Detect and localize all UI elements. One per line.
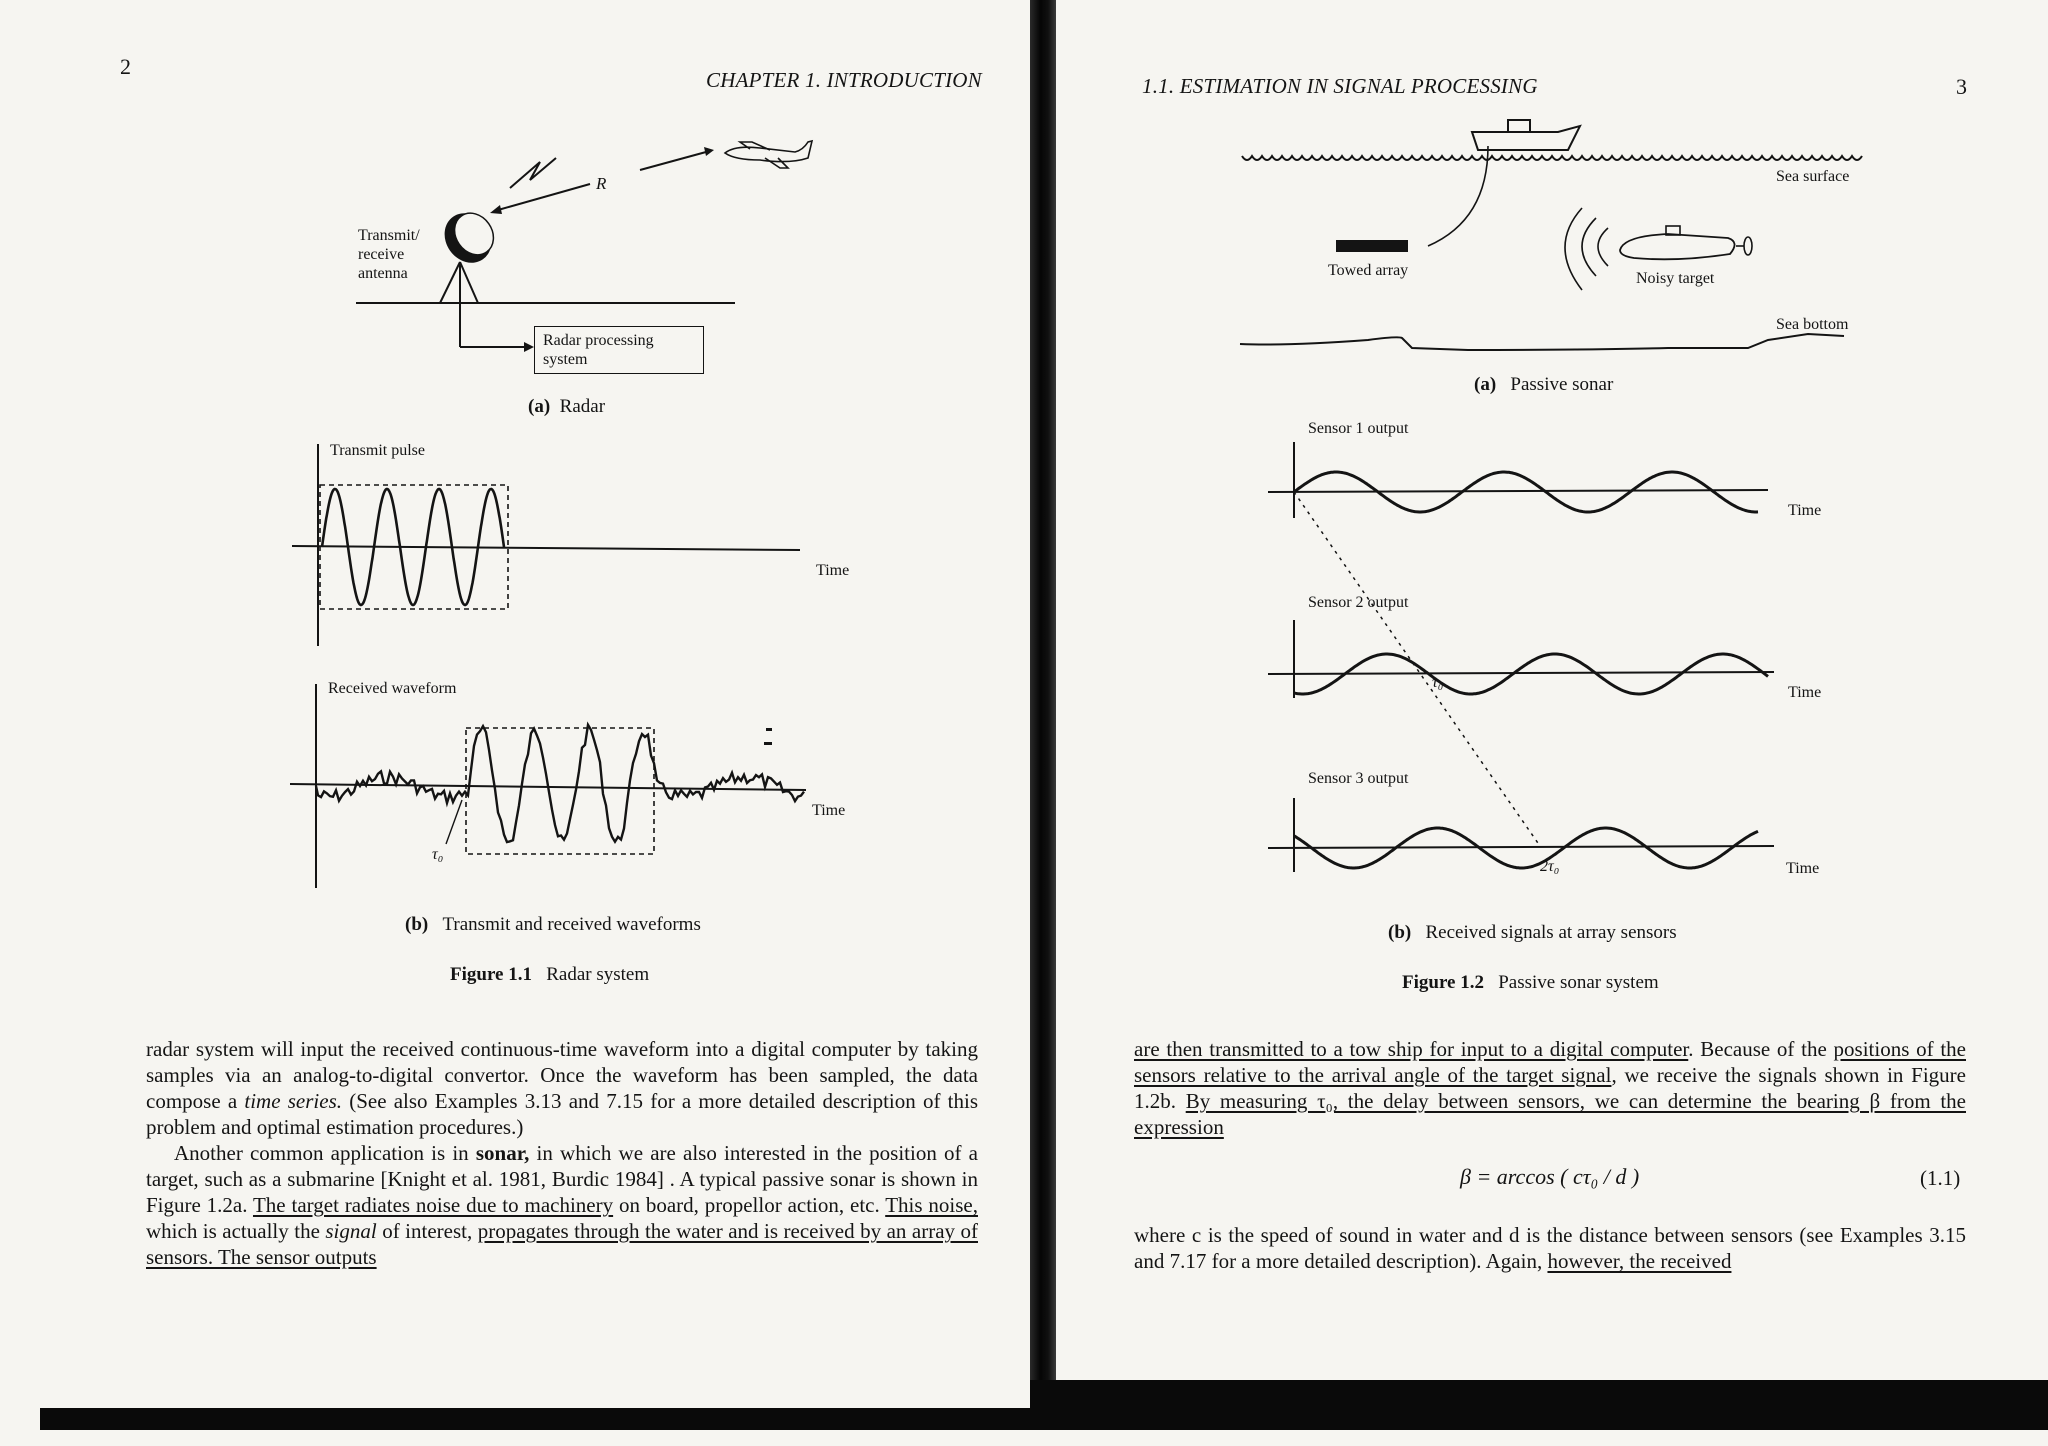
received-waveform-label: Received waveform [328, 680, 457, 697]
page-number: 2 [120, 54, 131, 79]
transmit-pulse-plot [0, 440, 1050, 640]
sea-bottom-label: Sea bottom [1776, 316, 1849, 333]
tau0-label: τ₀ [432, 846, 444, 863]
antenna-label: Transmit/ receive antenna [358, 227, 420, 282]
towed-array-label: Towed array [1328, 262, 1409, 279]
transmit-pulse-label: Transmit pulse [330, 442, 425, 459]
noisy-target-label: Noisy target [1636, 270, 1715, 287]
figure-caption: Figure 1.2 Passive sonar system [1402, 972, 1659, 993]
tau0-label: τ₀ [1432, 674, 1444, 691]
book-spine [1030, 0, 1056, 1400]
sea-surface-label: Sea surface [1776, 168, 1850, 185]
received-waveform-plot [0, 680, 1050, 900]
paragraph-1: radar system will input the received continuous-time waveform into a digital computer by taking samples via an analog-to-digital convertor. Once the waveform has been sampled, the data compose a time series. (See also Examples 3.13 and 7.15 for a more detailed description of this problem and optimal estimation procedures.) [146, 1037, 978, 1139]
body-text [1134, 1036, 1966, 1140]
paragraph-2: where c is the speed of sound in water and d is the distance between sensors (see Examples 3.15 and 7.17 for a more detailed description). Again, however, the received [1134, 1223, 1966, 1273]
time-label-1: Time [1788, 502, 1822, 519]
sensor-1-label: Sensor 1 output [1308, 420, 1409, 437]
time-label-2: Time [1788, 684, 1822, 701]
sensor-outputs-plot [1068, 420, 2048, 920]
body-text [146, 1036, 978, 1270]
subcaption-a: (a) Radar [528, 396, 606, 417]
equation-1-1: β = arccos ( cτ₀ / d ) [1460, 1164, 1640, 1189]
running-head: 1.1. ESTIMATION IN SIGNAL PROCESSING [1142, 74, 1538, 98]
two-tau0-label: 2τ₀ [1540, 858, 1560, 875]
running-head: CHAPTER 1. INTRODUCTION [706, 68, 982, 92]
subcaption-b: (b) Transmit and received waveforms [405, 914, 701, 935]
time-label-3: Time [1786, 860, 1820, 877]
right-page [1068, 0, 2048, 1446]
time-label-1: Time [816, 562, 850, 579]
sonar-diagram [1068, 0, 2048, 380]
sensor-2-label: Sensor 2 output [1308, 594, 1409, 611]
subcaption-b: (b) Received signals at array sensors [1388, 922, 1677, 943]
time-label-2: Time [812, 802, 846, 819]
equation-number: (1.1) [1920, 1166, 1961, 1190]
page-number: 3 [1956, 74, 1967, 99]
paragraph-2: Another common application is in sonar, in which we are also interested in the position of a target, such as a submarine [Knight et al. 1981, Burdic 1984] . A typical passive sonar is shown in Figure 1.2a. The target radiates noise due to machinery on board, propellor action, etc. This noise, which is actually the signal of interest, propagates through the water and is received by an array of sensors. The sensor outputs [146, 1141, 979, 1269]
paragraph-1: are then transmitted to a tow ship for input to a digital computer. Because of the positions of the sensors relative to the arrival angle of the target signal, we receive the signals shown in Figure 1.2b. By measuring τ₀, the delay between sensors, we can determine the bearing β from the expression [1134, 1037, 1966, 1139]
body-text-2 [1134, 1222, 1966, 1274]
subcaption-a: (a) Passive sonar [1474, 374, 1614, 395]
range-label: R [596, 174, 607, 193]
figure-caption: Figure 1.1 Radar system [450, 964, 650, 985]
radar-processing-box: Radar processing system [534, 326, 704, 374]
sensor-3-label: Sensor 3 output [1308, 770, 1409, 787]
radar-diagram [0, 0, 1050, 420]
